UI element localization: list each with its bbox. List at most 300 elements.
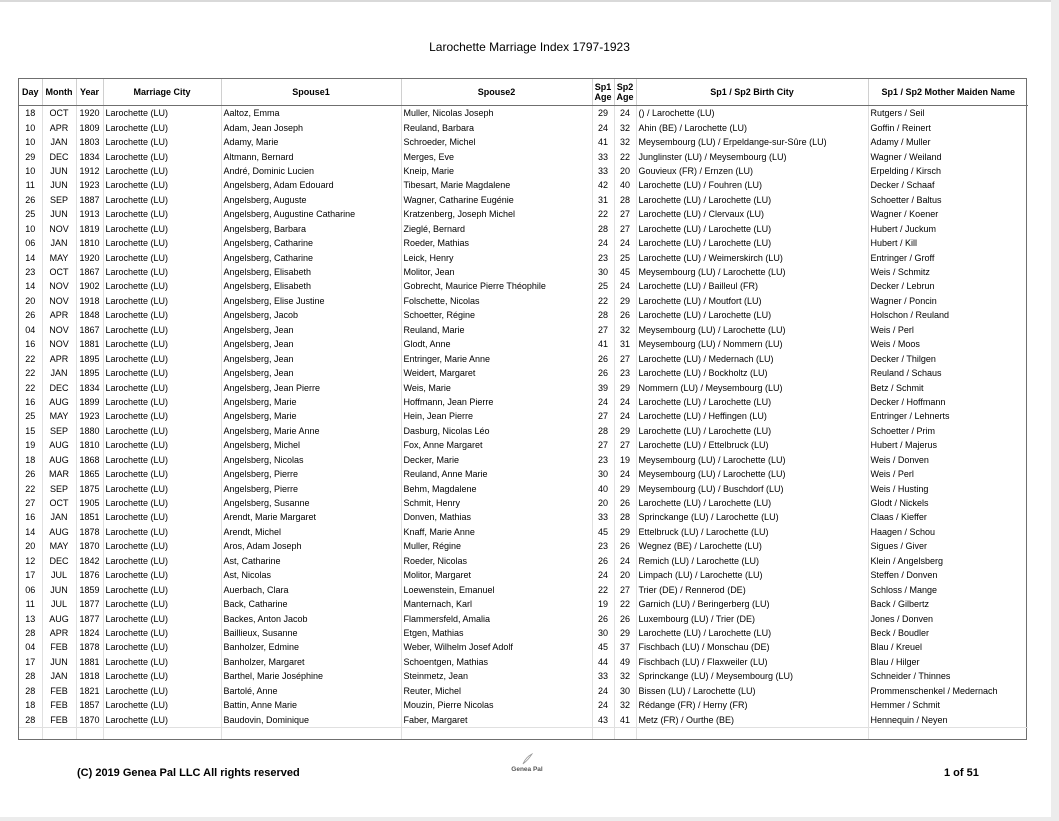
cell-spouse2: Weidert, Margaret [401, 366, 592, 380]
cell-sp2-age: 29 [614, 294, 636, 308]
cell-sp1-age: 24 [592, 395, 614, 409]
cell-sp2-age: 24 [614, 409, 636, 423]
cell-sp2-age: 30 [614, 684, 636, 698]
cell-year: 1878 [76, 525, 103, 539]
cell-day: 04 [19, 323, 42, 337]
cell-spouse2: Folschette, Nicolas [401, 294, 592, 308]
cell-month: FEB [42, 712, 76, 727]
cell-sp1-age: 27 [592, 409, 614, 423]
cell-birth-city: Larochette (LU) / Bailleul (FR) [636, 279, 868, 293]
cell-year: 1920 [76, 250, 103, 264]
page-bottom-edge [0, 817, 1059, 821]
cell-sp1-age: 30 [592, 626, 614, 640]
cell-sp1-age: 28 [592, 308, 614, 322]
cell-sp1-age: 24 [592, 568, 614, 582]
table-header-row [19, 79, 1028, 106]
table-row [19, 582, 1028, 596]
cell-sp1-age: 19 [592, 597, 614, 611]
cell-sp2-age: 19 [614, 453, 636, 467]
cell-sp1-age: 23 [592, 453, 614, 467]
cell-mother-maiden-name: Entringer / Lehnerts [870, 411, 950, 422]
table-row [19, 265, 1028, 279]
cell-marriage-city: Larochette (LU) [103, 279, 221, 293]
cell-spouse1: Banholzer, Edmine [221, 640, 401, 654]
cell-month: OCT [42, 265, 76, 279]
cell-spouse1: Back, Catharine [221, 597, 401, 611]
cell-spouse1: Angelsberg, Marie [221, 409, 401, 423]
page-title: Larochette Marriage Index 1797-1923 [429, 40, 630, 54]
table-row [19, 120, 1028, 134]
cell-year: 1867 [76, 323, 103, 337]
table-row [19, 510, 1028, 524]
cell-year: 1880 [76, 424, 103, 438]
cell-birth-city: Rédange (FR) / Herny (FR) [636, 698, 868, 712]
cell-birth-city: Garnich (LU) / Beringerberg (LU) [636, 597, 868, 611]
cell-birth-city: Meysembourg (LU) / Nommern (LU) [636, 337, 868, 351]
cell-spouse1: Banholzer, Margaret [221, 655, 401, 669]
cell-day: 17 [19, 655, 42, 669]
table-row [19, 351, 1028, 365]
table-row [19, 597, 1028, 611]
cell-month: SEP [42, 481, 76, 495]
empty-cell [19, 727, 42, 739]
cell-year: 1818 [76, 669, 103, 683]
cell-spouse1: Ast, Catharine [221, 554, 401, 568]
table-row [19, 669, 1028, 683]
cell-mother-maiden-name: Hubert / Majerus [870, 440, 938, 451]
cell-sp1-age: 22 [592, 582, 614, 596]
table-row [19, 395, 1028, 409]
cell-mother-maiden-name: Weis / Perl [870, 469, 914, 480]
cell-spouse2: Loewenstein, Emanuel [401, 582, 592, 596]
cell-sp2-age: 20 [614, 164, 636, 178]
cell-spouse1: Adamy, Marie [221, 135, 401, 149]
cell-month: APR [42, 351, 76, 365]
cell-year: 1877 [76, 611, 103, 625]
cell-year: 1824 [76, 626, 103, 640]
cell-spouse2: Gobrecht, Maurice Pierre Théophile [401, 279, 592, 293]
cell-marriage-city: Larochette (LU) [103, 380, 221, 394]
cell-sp1-age: 22 [592, 294, 614, 308]
cell-month: DEC [42, 149, 76, 163]
cell-spouse1: Angelsberg, Jean Pierre [221, 380, 401, 394]
empty-cell [636, 727, 868, 739]
cell-day: 17 [19, 568, 42, 582]
cell-marriage-city: Larochette (LU) [103, 366, 221, 380]
cell-mother-maiden-name: Schneider / Thinnes [870, 671, 951, 682]
cell-birth-city: Gouvieux (FR) / Ernzen (LU) [636, 164, 868, 178]
cell-mother-maiden-name: Betz / Schmit [870, 382, 924, 393]
cell-birth-city: Larochette (LU) / Moutfort (LU) [636, 294, 868, 308]
cell-month: AUG [42, 438, 76, 452]
logo-text: Genea Pal [511, 766, 543, 773]
cell-day: 26 [19, 308, 42, 322]
cell-spouse1: Angelsberg, Barbara [221, 222, 401, 236]
cell-sp1-age: 31 [592, 193, 614, 207]
cell-birth-city: Meysembourg (LU) / Larochette (LU) [636, 467, 868, 481]
cell-sp2-age: 41 [614, 712, 636, 727]
cell-birth-city: Limpach (LU) / Larochette (LU) [636, 568, 868, 582]
cell-mother-maiden-name: Weis / Perl [870, 324, 914, 335]
cell-day: 28 [19, 669, 42, 683]
cell-sp2-age: 24 [614, 395, 636, 409]
genea-pal-logo [504, 752, 550, 773]
cell-sp1-age: 23 [592, 250, 614, 264]
cell-marriage-city: Larochette (LU) [103, 467, 221, 481]
cell-mother-maiden-name: Erpelding / Kirsch [870, 165, 942, 176]
cell-year: 1887 [76, 193, 103, 207]
empty-cell [221, 727, 401, 739]
cell-spouse2: Tibesart, Marie Magdalene [401, 178, 592, 192]
cell-year: 1881 [76, 337, 103, 351]
table-row [19, 611, 1028, 625]
cell-spouse1: Angelsberg, Susanne [221, 496, 401, 510]
table-row [19, 438, 1028, 452]
column-header-mother-maiden-name: Sp1 / Sp2 Mother Maiden Name [868, 79, 1028, 106]
table-row [19, 409, 1028, 423]
cell-sp1-age: 20 [592, 496, 614, 510]
cell-spouse2: Merges, Eve [401, 149, 592, 163]
cell-day: 27 [19, 496, 42, 510]
cell-spouse2: Zieglé, Bernard [401, 222, 592, 236]
cell-spouse2: Schmit, Henry [401, 496, 592, 510]
cell-mother-maiden-name: Hubert / Juckum [870, 223, 937, 234]
cell-sp2-age: 29 [614, 424, 636, 438]
cell-marriage-city: Larochette (LU) [103, 453, 221, 467]
cell-sp1-age: 25 [592, 279, 614, 293]
table-row [19, 164, 1028, 178]
cell-mother-maiden-name: Glodt / Nickels [870, 498, 929, 509]
cell-year: 1875 [76, 481, 103, 495]
cell-birth-city: Larochette (LU) / Clervaux (LU) [636, 207, 868, 221]
table-row [19, 568, 1028, 582]
cell-mother-maiden-name: Schoetter / Baltus [870, 194, 942, 205]
cell-sp2-age: 32 [614, 698, 636, 712]
cell-birth-city: Bissen (LU) / Larochette (LU) [636, 684, 868, 698]
cell-month: JUN [42, 582, 76, 596]
cell-mother-maiden-name: Beck / Boudler [870, 627, 930, 638]
page-right-edge [1051, 0, 1059, 821]
empty-cell [103, 727, 221, 739]
cell-month: APR [42, 308, 76, 322]
cell-sp2-age: 25 [614, 250, 636, 264]
cell-spouse1: Angelsberg, Augustine Catharine [221, 207, 401, 221]
cell-spouse1: Baudovin, Dominique [221, 712, 401, 727]
cell-sp2-age: 32 [614, 135, 636, 149]
cell-sp2-age: 45 [614, 265, 636, 279]
cell-marriage-city: Larochette (LU) [103, 568, 221, 582]
cell-day: 06 [19, 582, 42, 596]
cell-day: 10 [19, 120, 42, 134]
cell-mother-maiden-name: Rutgers / Seil [870, 108, 925, 119]
table-row [19, 207, 1028, 221]
table-row [19, 453, 1028, 467]
cell-month: AUG [42, 611, 76, 625]
table-row [19, 149, 1028, 163]
cell-month: JAN [42, 135, 76, 149]
cell-birth-city: Larochette (LU) / Medernach (LU) [636, 351, 868, 365]
table-row [19, 193, 1028, 207]
cell-sp2-age: 24 [614, 279, 636, 293]
cell-spouse1: Aros, Adam Joseph [221, 539, 401, 553]
cell-day: 11 [19, 178, 42, 192]
cell-spouse2: Decker, Marie [401, 453, 592, 467]
column-header-marriage-city: Marriage City [103, 79, 221, 106]
cell-day: 22 [19, 481, 42, 495]
cell-mother-maiden-name: Blau / Hilger [870, 656, 920, 667]
cell-marriage-city: Larochette (LU) [103, 626, 221, 640]
cell-sp1-age: 33 [592, 164, 614, 178]
marriage-index-table [18, 78, 1027, 740]
cell-spouse2: Manternach, Karl [401, 597, 592, 611]
table-row [19, 308, 1028, 322]
cell-sp1-age: 40 [592, 481, 614, 495]
table-row [19, 467, 1028, 481]
cell-day: 15 [19, 424, 42, 438]
cell-mother-maiden-name: Wagner / Koener [870, 209, 939, 220]
cell-sp1-age: 45 [592, 640, 614, 654]
cell-mother-maiden-name: Prommenschenkel / Medernach [870, 685, 998, 696]
cell-marriage-city: Larochette (LU) [103, 424, 221, 438]
cell-sp2-age: 22 [614, 149, 636, 163]
cell-month: JUL [42, 568, 76, 582]
cell-birth-city: Fischbach (LU) / Monschau (DE) [636, 640, 868, 654]
table-empty-row [19, 727, 1028, 739]
table-row [19, 337, 1028, 351]
cell-sp2-age: 23 [614, 366, 636, 380]
table-row [19, 655, 1028, 669]
cell-month: NOV [42, 294, 76, 308]
cell-marriage-city: Larochette (LU) [103, 611, 221, 625]
cell-month: JAN [42, 236, 76, 250]
cell-sp1-age: 33 [592, 669, 614, 683]
table-row [19, 236, 1028, 250]
cell-spouse1: Angelsberg, Elisabeth [221, 265, 401, 279]
cell-day: 14 [19, 525, 42, 539]
cell-sp1-age: 43 [592, 712, 614, 727]
cell-birth-city: Metz (FR) / Ourthe (BE) [636, 712, 868, 727]
cell-spouse1: Arendt, Marie Margaret [221, 510, 401, 524]
cell-spouse1: Arendt, Michel [221, 525, 401, 539]
cell-spouse2: Schoentgen, Mathias [401, 655, 592, 669]
cell-day: 18 [19, 106, 42, 121]
cell-spouse2: Kneip, Marie [401, 164, 592, 178]
cell-mother-maiden-name: Hubert / Kill [870, 238, 918, 249]
cell-spouse2: Flammersfeld, Amalia [401, 611, 592, 625]
cell-month: JAN [42, 510, 76, 524]
cell-sp1-age: 23 [592, 539, 614, 553]
table-row [19, 250, 1028, 264]
cell-mother-maiden-name: Decker / Lebrun [870, 281, 935, 292]
cell-spouse1: Angelsberg, Jean [221, 323, 401, 337]
cell-spouse2: Molitor, Jean [401, 265, 592, 279]
cell-spouse2: Reuland, Anne Marie [401, 467, 592, 481]
cell-sp2-age: 27 [614, 207, 636, 221]
cell-birth-city: Larochette (LU) / Fouhren (LU) [636, 178, 868, 192]
cell-month: NOV [42, 337, 76, 351]
cell-sp2-age: 24 [614, 106, 636, 121]
cell-day: 16 [19, 337, 42, 351]
cell-mother-maiden-name: Sigues / Giver [870, 541, 928, 552]
cell-spouse1: Angelsberg, Adam Edouard [221, 178, 401, 192]
cell-marriage-city: Larochette (LU) [103, 236, 221, 250]
cell-sp2-age: 24 [614, 236, 636, 250]
cell-spouse2: Faber, Margaret [401, 712, 592, 727]
cell-year: 1865 [76, 467, 103, 481]
cell-spouse2: Dasburg, Nicolas Léo [401, 424, 592, 438]
cell-spouse2: Roeder, Nicolas [401, 554, 592, 568]
cell-birth-city: Sprinckange (LU) / Larochette (LU) [636, 510, 868, 524]
cell-spouse2: Hein, Jean Pierre [401, 409, 592, 423]
cell-month: JUN [42, 164, 76, 178]
table-row [19, 424, 1028, 438]
cell-birth-city: Remich (LU) / Larochette (LU) [636, 554, 868, 568]
cell-day: 10 [19, 135, 42, 149]
cell-mother-maiden-name: Goffin / Reinert [870, 122, 931, 133]
cell-mother-maiden-name: Decker / Hoffmann [870, 396, 946, 407]
column-header-sp1-age: Sp1 Age [592, 79, 614, 106]
table-row [19, 539, 1028, 553]
cell-day: 19 [19, 438, 42, 452]
cell-spouse1: Angelsberg, Jean [221, 351, 401, 365]
cell-sp1-age: 45 [592, 525, 614, 539]
cell-day: 18 [19, 698, 42, 712]
cell-mother-maiden-name: Claas / Kieffer [870, 512, 927, 523]
cell-spouse1: Angelsberg, Jean [221, 337, 401, 351]
cell-sp1-age: 42 [592, 178, 614, 192]
cell-mother-maiden-name: Decker / Thilgen [870, 353, 936, 364]
cell-day: 18 [19, 453, 42, 467]
table-row [19, 712, 1028, 727]
cell-marriage-city: Larochette (LU) [103, 409, 221, 423]
cell-mother-maiden-name: Steffen / Donven [870, 570, 938, 581]
cell-marriage-city: Larochette (LU) [103, 510, 221, 524]
cell-sp2-age: 37 [614, 640, 636, 654]
cell-year: 1902 [76, 279, 103, 293]
cell-birth-city: Larochette (LU) / Larochette (LU) [636, 308, 868, 322]
cell-day: 28 [19, 712, 42, 727]
cell-mother-maiden-name: Jones / Donven [870, 613, 934, 624]
cell-spouse2: Entringer, Marie Anne [401, 351, 592, 365]
cell-spouse2: Knaff, Marie Anne [401, 525, 592, 539]
cell-mother-maiden-name: Decker / Schaaf [870, 180, 935, 191]
cell-spouse1: Angelsberg, Catharine [221, 236, 401, 250]
cell-mother-maiden-name: Adamy / Muller [870, 137, 931, 148]
cell-mother-maiden-name: Back / Gilbertz [870, 599, 930, 610]
column-header-birth-city: Sp1 / Sp2 Birth City [636, 79, 868, 106]
cell-sp1-age: 24 [592, 236, 614, 250]
cell-spouse2: Roeder, Mathias [401, 236, 592, 250]
cell-month: APR [42, 626, 76, 640]
cell-year: 1920 [76, 106, 103, 121]
cell-spouse1: Angelsberg, Michel [221, 438, 401, 452]
cell-sp1-age: 27 [592, 438, 614, 452]
cell-year: 1913 [76, 207, 103, 221]
table-row [19, 698, 1028, 712]
cell-day: 10 [19, 222, 42, 236]
cell-spouse2: Wagner, Catharine Eugénie [401, 193, 592, 207]
empty-cell [592, 727, 614, 739]
cell-spouse1: Angelsberg, Pierre [221, 481, 401, 495]
cell-spouse1: Ast, Nicolas [221, 568, 401, 582]
cell-spouse2: Kratzenberg, Joseph Michel [401, 207, 592, 221]
cell-year: 1859 [76, 582, 103, 596]
cell-day: 12 [19, 554, 42, 568]
cell-spouse1: Adam, Jean Joseph [221, 120, 401, 134]
cell-spouse2: Behm, Magdalene [401, 481, 592, 495]
table-row [19, 323, 1028, 337]
cell-sp1-age: 41 [592, 337, 614, 351]
cell-year: 1821 [76, 684, 103, 698]
cell-day: 16 [19, 510, 42, 524]
cell-spouse1: Angelsberg, Catharine [221, 250, 401, 264]
cell-birth-city: Meysembourg (LU) / Larochette (LU) [636, 453, 868, 467]
cell-day: 26 [19, 193, 42, 207]
cell-sp1-age: 26 [592, 554, 614, 568]
column-header-spouse1: Spouse1 [221, 79, 401, 106]
cell-birth-city: Sprinckange (LU) / Meysembourg (LU) [636, 669, 868, 683]
cell-month: MAR [42, 467, 76, 481]
cell-day: 28 [19, 684, 42, 698]
cell-sp1-age: 30 [592, 265, 614, 279]
cell-marriage-city: Larochette (LU) [103, 106, 221, 121]
cell-spouse1: Angelsberg, Nicolas [221, 453, 401, 467]
page-top-edge [0, 0, 1059, 2]
cell-year: 1912 [76, 164, 103, 178]
cell-mother-maiden-name: Wagner / Weiland [870, 151, 942, 162]
cell-sp1-age: 28 [592, 424, 614, 438]
cell-month: MAY [42, 539, 76, 553]
cell-spouse1: Aaltoz, Emma [221, 106, 401, 121]
cell-day: 13 [19, 611, 42, 625]
cell-sp2-age: 28 [614, 510, 636, 524]
cell-marriage-city: Larochette (LU) [103, 323, 221, 337]
cell-day: 16 [19, 395, 42, 409]
cell-sp1-age: 30 [592, 467, 614, 481]
table-row [19, 178, 1028, 192]
cell-month: MAY [42, 250, 76, 264]
cell-sp2-age: 40 [614, 178, 636, 192]
table-row [19, 481, 1028, 495]
cell-spouse1: Battin, Anne Marie [221, 698, 401, 712]
cell-spouse1: Angelsberg, Pierre [221, 467, 401, 481]
cell-marriage-city: Larochette (LU) [103, 684, 221, 698]
cell-spouse1: Backes, Anton Jacob [221, 611, 401, 625]
cell-marriage-city: Larochette (LU) [103, 250, 221, 264]
cell-spouse1: Auerbach, Clara [221, 582, 401, 596]
cell-marriage-city: Larochette (LU) [103, 193, 221, 207]
cell-day: 04 [19, 640, 42, 654]
cell-sp1-age: 22 [592, 207, 614, 221]
cell-year: 1881 [76, 655, 103, 669]
cell-day: 10 [19, 164, 42, 178]
cell-year: 1870 [76, 539, 103, 553]
cell-marriage-city: Larochette (LU) [103, 222, 221, 236]
cell-day: 22 [19, 366, 42, 380]
cell-sp1-age: 27 [592, 323, 614, 337]
cell-day: 14 [19, 279, 42, 293]
cell-year: 1810 [76, 438, 103, 452]
cell-birth-city: () / Larochette (LU) [636, 106, 868, 121]
cell-birth-city: Meysembourg (LU) / Larochette (LU) [636, 323, 868, 337]
cell-sp2-age: 29 [614, 626, 636, 640]
cell-year: 1834 [76, 380, 103, 394]
cell-sp2-age: 31 [614, 337, 636, 351]
cell-sp2-age: 32 [614, 323, 636, 337]
cell-marriage-city: Larochette (LU) [103, 712, 221, 727]
cell-mother-maiden-name: Weis / Donven [870, 454, 929, 465]
quill-icon [520, 752, 534, 766]
